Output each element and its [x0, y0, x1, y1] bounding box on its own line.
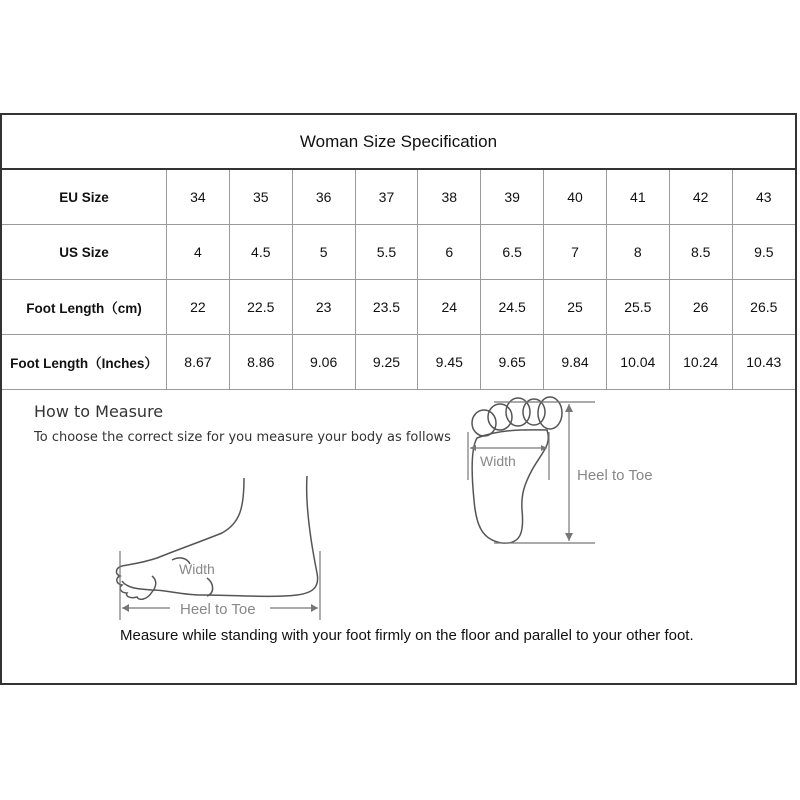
table-cell: 26 — [669, 280, 732, 335]
table-cell: 9.5 — [732, 225, 795, 280]
table-cell: 38 — [418, 170, 481, 225]
how-to-measure-subheading: To choose the correct size for you measure your body as follows — [34, 430, 451, 445]
table-cell: 23 — [292, 280, 355, 335]
table-cell: 37 — [355, 170, 418, 225]
table-cell: 23.5 — [355, 280, 418, 335]
chart-title: Woman Size Specification — [2, 115, 795, 170]
table-cell: 7 — [544, 225, 607, 280]
row-label: EU Size — [2, 170, 167, 225]
table-row-foot-length-cm — [2, 280, 795, 335]
table-cell: 34 — [167, 170, 230, 225]
table-cell: 10.04 — [606, 335, 669, 390]
table-cell: 9.45 — [418, 335, 481, 390]
table-cell: 26.5 — [732, 280, 795, 335]
table-cell: 25.5 — [606, 280, 669, 335]
table-cell: 10.43 — [732, 335, 795, 390]
row-label: Foot Length（cm) — [2, 280, 167, 335]
sole-length-label: Heel to Toe — [577, 467, 653, 484]
table-cell: 6.5 — [481, 225, 544, 280]
table-cell: 4.5 — [229, 225, 292, 280]
table-cell: 5.5 — [355, 225, 418, 280]
table-cell: 8.86 — [229, 335, 292, 390]
table-cell: 9.84 — [544, 335, 607, 390]
table-cell: 22 — [167, 280, 230, 335]
table-row-foot-length-inches — [2, 335, 795, 390]
table-row-eu-size — [2, 170, 795, 225]
table-cell: 24.5 — [481, 280, 544, 335]
size-chart — [0, 113, 797, 685]
table-cell: 9.65 — [481, 335, 544, 390]
table-row-us-size — [2, 225, 795, 280]
table-cell: 5 — [292, 225, 355, 280]
table-cell: 8 — [606, 225, 669, 280]
table-cell: 43 — [732, 170, 795, 225]
table-cell: 36 — [292, 170, 355, 225]
table-cell: 22.5 — [229, 280, 292, 335]
table-cell: 39 — [481, 170, 544, 225]
table-cell: 25 — [544, 280, 607, 335]
measure-note: Measure while standing with your foot firmly on the floor and parallel to your other foot. — [120, 627, 694, 644]
row-label: US Size — [2, 225, 167, 280]
row-label: Foot Length（Inches） — [2, 335, 167, 390]
side-length-label: Heel to Toe — [180, 601, 256, 618]
table-cell: 8.67 — [167, 335, 230, 390]
table-cell: 8.5 — [669, 225, 732, 280]
table-cell: 41 — [606, 170, 669, 225]
foot-side-view-icon — [112, 468, 337, 623]
table-cell: 9.25 — [355, 335, 418, 390]
how-to-measure-section — [2, 390, 795, 685]
foot-sole-view-icon — [452, 390, 682, 550]
table-cell: 40 — [544, 170, 607, 225]
table-cell: 4 — [167, 225, 230, 280]
table-cell: 35 — [229, 170, 292, 225]
side-width-label: Width — [179, 561, 215, 577]
table-cell: 10.24 — [669, 335, 732, 390]
table-cell: 24 — [418, 280, 481, 335]
table-cell: 6 — [418, 225, 481, 280]
how-to-measure-heading: How to Measure — [34, 402, 164, 421]
table-cell: 9.06 — [292, 335, 355, 390]
size-table — [2, 170, 795, 390]
sole-width-label: Width — [480, 453, 516, 469]
table-cell: 42 — [669, 170, 732, 225]
